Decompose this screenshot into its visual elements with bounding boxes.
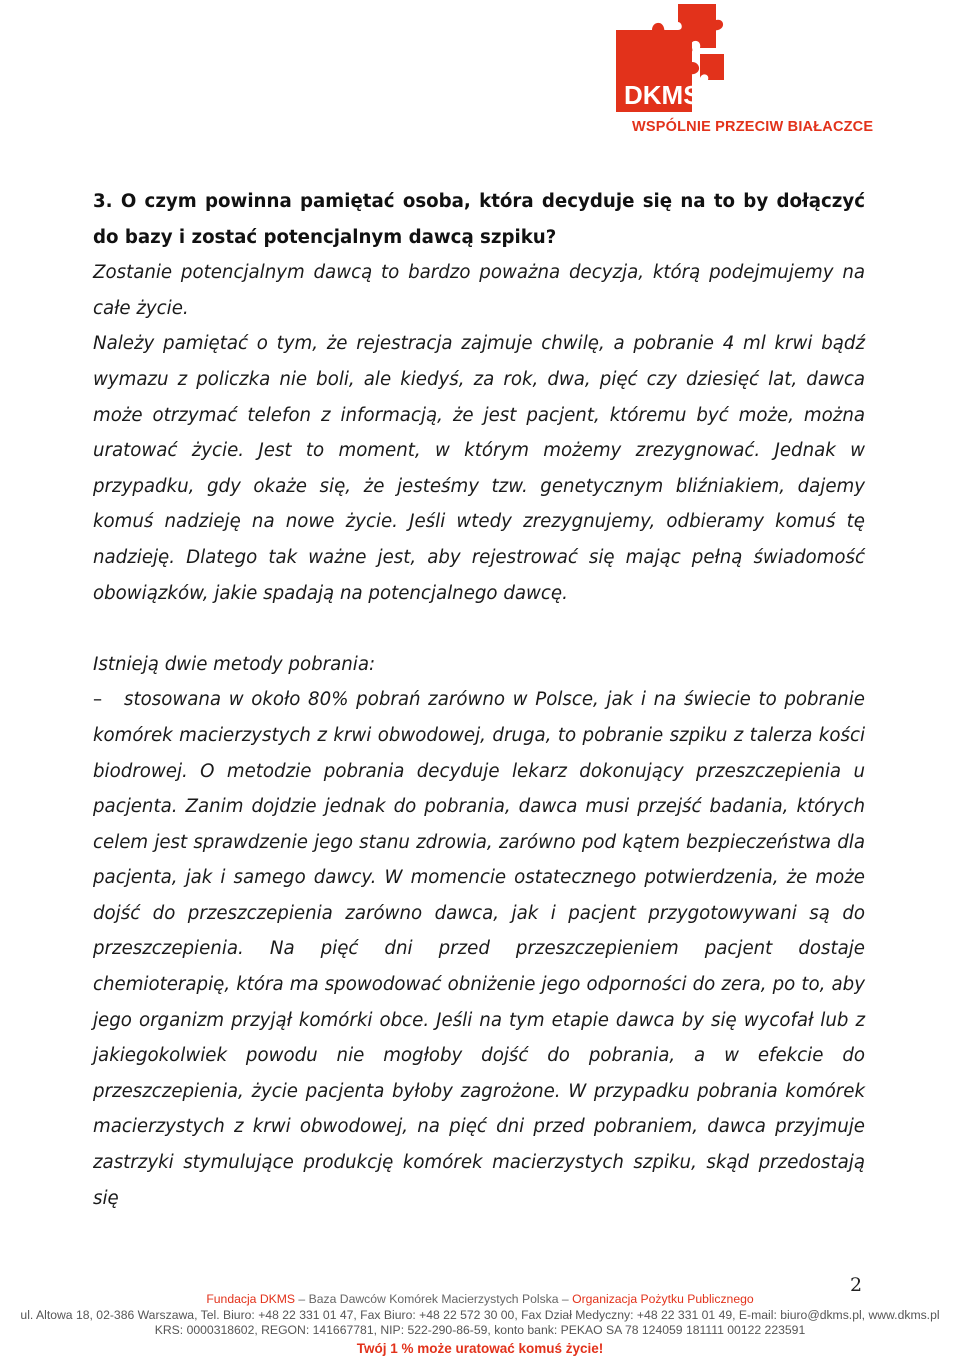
puzzle-logo-icon — [612, 0, 862, 120]
footer-org-name: Fundacja DKMS — [206, 1292, 296, 1306]
intro-paragraph — [93, 255, 865, 326]
document-body — [93, 184, 865, 1216]
footer-org-line — [0, 1292, 960, 1308]
methods-text: stosowana w około 80% pobrań zarówno w Polsce, jak i na świecie to pobranie komórek macierzystych z krwi obwodowej, druga, to pobranie szpiku z talerza kości biodrowej. O metodzie pobrania decyduje lekarz dokonujący przeszczepienia u pacjenta. Zanim dojdzie jednak do pobrania, dawca musi przejść badania, których celem jest sprawdzenie jego stanu zdrowia, zarówno pod kątem bezpieczeństwa dla pacjenta, jak i samego dawcy. W momencie ostatecznego potwierdzenia, że może dojść do przeszczepienia zarówno dawca, jak i pacjent przygotowywani są do przeszczepienia. Na pięć dni przed przeszczepieniem pacjent dostaje chemioterapię, która ma spowodować obniżenie jego odporności do zera, po to, aby jego organizm przyjął komórki obce. Jeśli na tym etapie dawca by się wycofał lub z jakiegokolwiek powodu nie mogłoby dojść do pobrania, a w efekcie do przeszczepienia, życie pacjenta byłoby zagrożone. W przypadku pobrania komórek macierzystych z krwi obwodowej, na pięć dni przed pobraniem, dawca przyjmuje zastrzyki stymulujące produkcję komórek macierzystych szpiku, skąd przedostają się — [93, 689, 865, 1209]
logo-brand: DKMS — [624, 80, 701, 110]
page-number: 2 — [850, 1274, 863, 1296]
spacer — [93, 611, 865, 647]
footer-registry: KRS: 0000318602, REGON: 141667781, NIP: 522-290-86-59, konto bank: PEKAO SA 78 124059 181111 00122 223591 — [154, 1323, 806, 1337]
footer-org-separator-2: – — [558, 1292, 573, 1306]
footer-contact: ul. Altowa 18, 02-386 Warszawa, Tel. Biuro: +48 22 331 01 47, Fax Biuro: +48 22 572 30 00, Fax Dział Medyczny: +48 22 331 01 49, E-mail: biuro@dkms.pl, www.dkms.pl — [20, 1307, 940, 1322]
methods-list-item — [93, 682, 865, 1216]
intro-text: Zostanie potencjalnym dawcą to bardzo poważna decyzja, którą podejmujemy na całe życie. — [93, 262, 865, 319]
footer — [0, 1292, 960, 1356]
methods-heading — [93, 647, 865, 683]
methods-heading-text: Istnieją dwie metody pobrania: — [93, 653, 376, 675]
footer-org-desc: Baza Dawców Komórek Macierzystych Polska — [308, 1292, 559, 1306]
logo-tagline: WSPÓLNIE PRZECIW BIAŁACZCE — [632, 119, 874, 135]
question-title: 3. O czym powinna pamiętać osoba, która decyduje się na to by dołączyć do bazy i zostać potencjalnym dawcą szpiku? — [93, 191, 865, 248]
footer-org-status: Organizacja Pożytku Publicznego — [572, 1292, 754, 1306]
paragraph-1-text: Należy pamiętać o tym, że rejestracja zajmuje chwilę, a pobranie 4 ml krwi bądź wymazu z policzka nie boli, ale kiedyś, za rok, dwa, pięć czy dziesięć lat, dawca może otrzymać telefon z informacją, że jest pacjent, któremu być może, można uratować życie. Jest to moment, w którym możemy zrezygnować. Jednak w przypadku, gdy okaże się, że jesteśmy tzw. genetycznym bliźniakiem, dajemy komuś nadzieję na nowe życie. Jeśli wtedy zrezygnujemy, odbieramy komuś tę nadzieję. Dlatego tak ważne jest, aby rejestrować się mając pełną świadomość obowiązków, jakie spadają na potencjalnego dawcę. — [93, 333, 865, 604]
footer-org-separator: – — [295, 1292, 309, 1306]
paragraph-1 — [93, 326, 865, 611]
dash-marker: – — [93, 689, 103, 711]
footer-motto: Twój 1 % może uratować komuś życie! — [356, 1340, 604, 1356]
